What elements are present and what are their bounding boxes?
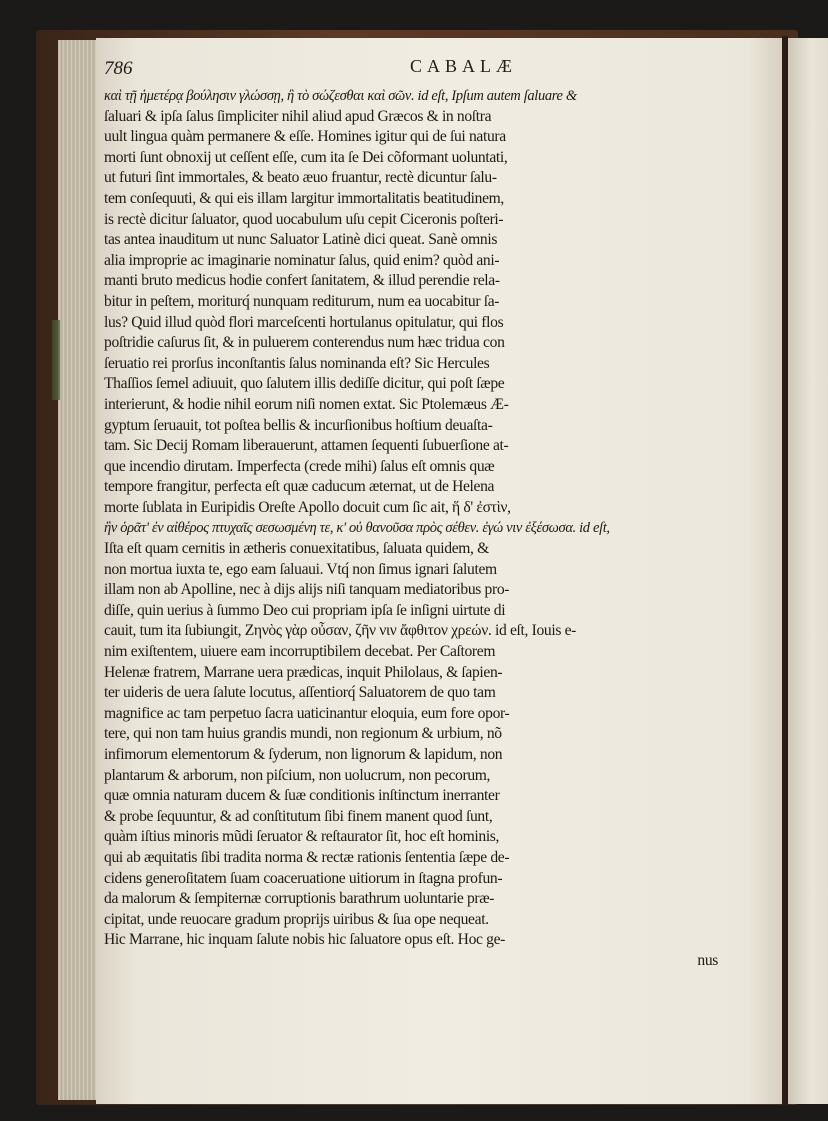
text-line: diſſe, quin uerius à ſummo Deo cui propriam ipſa ſe inſigni uirtute di: [104, 601, 506, 619]
text-line: Thaſſios ſemel adiuuit, quo ſalutem illis dediſſe dicitur, qui poſt ſæpe: [104, 375, 505, 393]
text-line: lus? Quid illud quòd flori marceſcenti hortulanus opitulatur, qui flos: [104, 313, 504, 331]
text-line: illam non ab Apolline, nec à dijs alijs niſi tanquam mediatoribus pro-: [104, 581, 510, 599]
text-line: morti ſunt obnoxij ut ceſſent eſſe, cum ita ſe Dei cõformant uoluntati,: [104, 148, 508, 166]
text-line: tam. Sic Decij Romam liberauerunt, attamen ſequenti ſubuerſione at-: [104, 437, 509, 455]
text-line: καὶ τῇ ἡμετέρᾳ βούλησιν γλώσσῃ, ἢ τὸ σώζεσθαι καὶ σῶν. id eſt, Ipſum autem ſaluare &: [104, 88, 577, 104]
text-line: tem conſequuti, & qui eis illam largitur immortalitatis beatitudinem,: [104, 189, 504, 207]
text-line: plantarum & arborum, non piſcium, non uolucrum, non pecorum,: [104, 766, 491, 784]
text-line: qui ab æquitatis ſibi tradita norma & rectæ rationis ſententia ſæpe de-: [104, 848, 510, 866]
catchword: nus: [697, 951, 718, 969]
text-line: uult lingua quàm permanere & eſſe. Homines igitur qui de ſui natura: [104, 128, 506, 146]
text-line: bitur in peſtem, moriturq́ nunquam rediturum, num ea uocabitur ſa-: [104, 292, 500, 310]
page-edges: [58, 40, 98, 1100]
text-line: ter uideris de uera ſalute locutus, aſſentiorq́ Saluatorem de quo tam: [104, 684, 496, 702]
text-line: ſaluari & ipſa ſalus ſimpliciter nihil aliud apud Græcos & in noſtra: [104, 107, 492, 125]
text-line: da malorum & ſempiternæ corruptionis barathrum uoluntarie præ-: [104, 890, 495, 908]
text-line: manti bruto medicus hodie confert ſanitatem, & illud perendie rela-: [104, 272, 500, 290]
text-line: cipitat, unde reuocare gradum proprijs uiribus & ſua ope nequeat.: [104, 910, 489, 928]
page-number: 786: [104, 58, 133, 79]
text-line: gyptum ſeruauit, tot poſtea bellis & incurſionibus hoſtium deuaſta-: [104, 416, 493, 434]
text-line: cauit, tum ita ſubiungit, Ζηνὸς γὰρ οὖσαν, ζῆν νιν ἄφθιτον χρεών. id eſt, Iouis e-: [104, 622, 577, 640]
facing-page-edge: [788, 38, 828, 1104]
text-line: nim exiſtentem, uiuere eam incorruptibilem decebat. Per Caſtorem: [104, 643, 496, 661]
text-line: & probe ſequuntur, & ad conſtitutum ſibi finem manent quod ſunt,: [104, 807, 493, 825]
text-line: interierunt, & hodie nihil eorum niſi nomen extat. Sic Ptolemæus Æ-: [104, 395, 509, 413]
text-line: alia improprie ac imaginarie nominatur ſalus, quid enim? quòd ani-: [104, 251, 500, 269]
page-header: [104, 52, 664, 82]
text-line: poſtridie caſurus ſit, & in puluerem conterendus num hæc tridua con: [104, 334, 505, 352]
text-line: ἣν ὁρᾶτ' ἐν αἰθέρος πτυχαῖς σεσωσμένη τε, κ' οὐ θανοῦσα πρὸς σέθεν. ἐγώ νιν ἐξέσωσα. id eſt,: [104, 520, 610, 537]
text-line: non mortua iuxta te, ego eam ſaluaui. Vtq́ non ſimus ignari ſalutem: [104, 560, 497, 578]
running-title: CABALÆ: [410, 56, 518, 76]
text-line: tempore frangitur, perfecta eſt quæ caducum æternat, ut de Helena: [104, 478, 495, 496]
text-line: tere, qui non tam huius grandis mundi, non regionum & urbium, nõ: [104, 725, 502, 743]
body-text: [104, 86, 724, 972]
text-line: cidens generoſitatem ſuam coaceruatione uitiorum in ſtagna profun-: [104, 869, 503, 887]
text-line: Iſta eſt quam cernitis in ætheris conuexitatibus, ſaluata quidem, &: [104, 540, 489, 558]
text-line: Helenæ fratrem, Marrane uera prædicas, inquit Philolaus, & ſapien-: [104, 663, 503, 681]
text-line: infimorum elementorum & ſyderum, non lignorum & lapidum, non: [104, 746, 503, 763]
text-line: tas antea inauditum ut nunc Saluator Latinè dici queat. Sanè omnis: [104, 231, 498, 249]
text-line: que incendio dirutam. Imperfecta (crede mihi) ſalus eſt omnis quæ: [104, 457, 495, 475]
ribbon-marker: [52, 320, 60, 400]
text-line: ut futuri ſint immortales, & beato æuo fruantur, rectè dicuntur ſalu-: [104, 169, 497, 187]
text-line: Hic Marrane, hic inquam ſalute nobis hic ſaluatore opus eſt. Hoc ge-: [104, 931, 505, 949]
text-line: ſeruatio rei prorſus inconſtantis ſalus nominanda eſt? Sic Hercules: [104, 354, 490, 372]
text-line: magnifice ac tam perpetuo ſacra uaticinantur eloquia, eum fore opor-: [104, 704, 510, 722]
text-line: quàm iſtius minoris mũdi ſeruator & reſtaurator ſit, hoc eſt hominis,: [104, 828, 500, 846]
text-line: is rectè dicitur ſaluator, quod uocabulum uſu cepit Ciceronis poſteri-: [104, 210, 504, 228]
text-line: quæ omnia naturam ducem & ſuæ conditionis inſtinctum inerranter: [104, 787, 500, 805]
text-line: morte ſublata in Euripidis Oreſte Apollo docuit cum ſic ait, ἥ δ' ἐστὶν,: [104, 498, 511, 516]
